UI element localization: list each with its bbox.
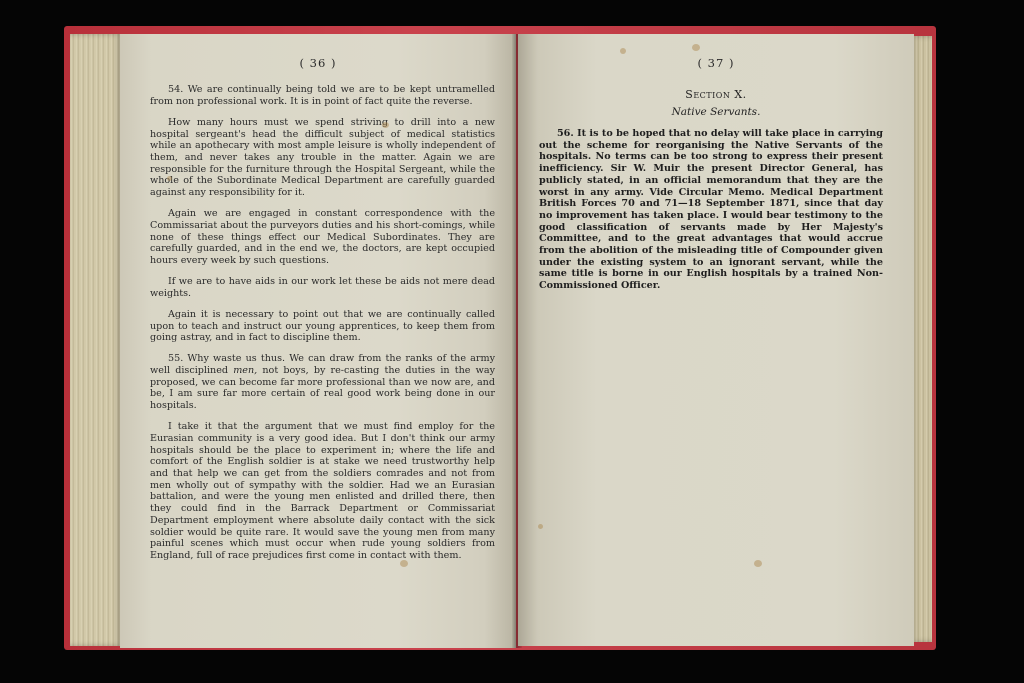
paragraph-aids: If we are to have aids in our work let these be aids not mere dead weights. bbox=[150, 276, 495, 299]
left-page bbox=[120, 34, 516, 648]
page-number-right: ( 37 ) bbox=[697, 56, 735, 70]
foxing-spot bbox=[538, 524, 543, 529]
paragraph-54: 54. We are continually being told we are to be kept untramelled from non professional work. It is in point of fact quite the reverse. bbox=[150, 84, 495, 107]
left-page-edges bbox=[70, 34, 122, 646]
section-subtitle: Native Servants. bbox=[671, 106, 761, 118]
paragraph-commissariat: Again we are engaged in constant correspondence with the Commissariat about the purveyors duties and his short-comings, while none of these things effect our Medical Subordinates. They are carefully guarded, and in the end we, the doctors, are kept occupied hours every week by such questions. bbox=[150, 208, 495, 266]
open-book bbox=[64, 24, 940, 652]
right-page-text bbox=[539, 128, 883, 301]
foxing-spot bbox=[382, 122, 389, 128]
section-heading: Section X. bbox=[685, 88, 747, 101]
foxing-spot bbox=[692, 44, 700, 51]
paragraph-apprentices: Again it is necessary to point out that we are continually called upon to teach and instruct our young apprentices, to keep them from going astray, and in fact to discipline them. bbox=[150, 308, 495, 344]
paragraph-55-emphasis: men, bbox=[233, 365, 258, 377]
foxing-spot bbox=[754, 560, 762, 567]
paragraph-56: 56. It is to be hoped that no delay will take place in carrying out the scheme for reorganising the Native Servants of the hospitals. No terms can be too strong to express their present inefficiency. Sir W. Muir the present Director General, has publicly stated, in an official memorandum that they are the worst in any army. Vide Circular Memo. Medical Department British Forces 70 and 71—18 September 1871, since that day no improvement has taken place. I would bear testimony to the good classification of servants made by Her Majesty's Committee, and to the great advantages that would accrue from the abolition of the misleading title of Compounder given under the existing system to an ignorant servant, while the same title is borne in our English hospitals by a trained Non-Commissioned Officer. bbox=[539, 128, 883, 292]
paragraph-55 bbox=[150, 353, 495, 412]
page-number-left: ( 36 ) bbox=[299, 56, 337, 70]
foxing-spot bbox=[167, 176, 172, 181]
foxing-spot bbox=[400, 560, 408, 567]
right-page bbox=[518, 34, 914, 646]
paragraph-hospital-sergeant: How many hours must we spend striving to drill into a new hospital sergeant's head the difficult subject of medical statistics while an apothecary with most ample leisure is wholly independent of them, and never takes any trouble in the matter. Again we are responsible for the furniture through the Hospital Sergeant, while the whole of the Subordinate Medical Department are carefully guarded against any responsibility for it. bbox=[150, 116, 495, 199]
left-page-text bbox=[150, 84, 495, 571]
paragraph-55-start: 55. Why waste us thus. We can draw from the ranks of the army well disciplined bbox=[150, 353, 495, 377]
foxing-spot bbox=[620, 48, 626, 54]
paragraph-55-end: not boys, by re-casting the duties in the way proposed, we can become far more professional than we now are, and be, I am sure far more certain of real good work being done in our hospitals. bbox=[150, 365, 495, 412]
paragraph-eurasian: I take it that the argument that we must find employ for the Eurasian community is a very good idea. But I don't think our army hospitals should be the place to experiment in; where the life and comfort of the English soldier is at stake we need trustworthy help and that help we can get from the soldiers comrades and not from men wholly out of sympathy with the soldier. Had we an Eurasian battalion, and were the young men enlisted and drilled there, then they could find in the Barrack Department or Commissariat Department employment where absolute daily contact with the sick soldier would be quite rare. It would save the young men from many painful scenes which must occur when rude young soldiers from England, full of race prejudices first come in contact with them. bbox=[150, 421, 495, 561]
